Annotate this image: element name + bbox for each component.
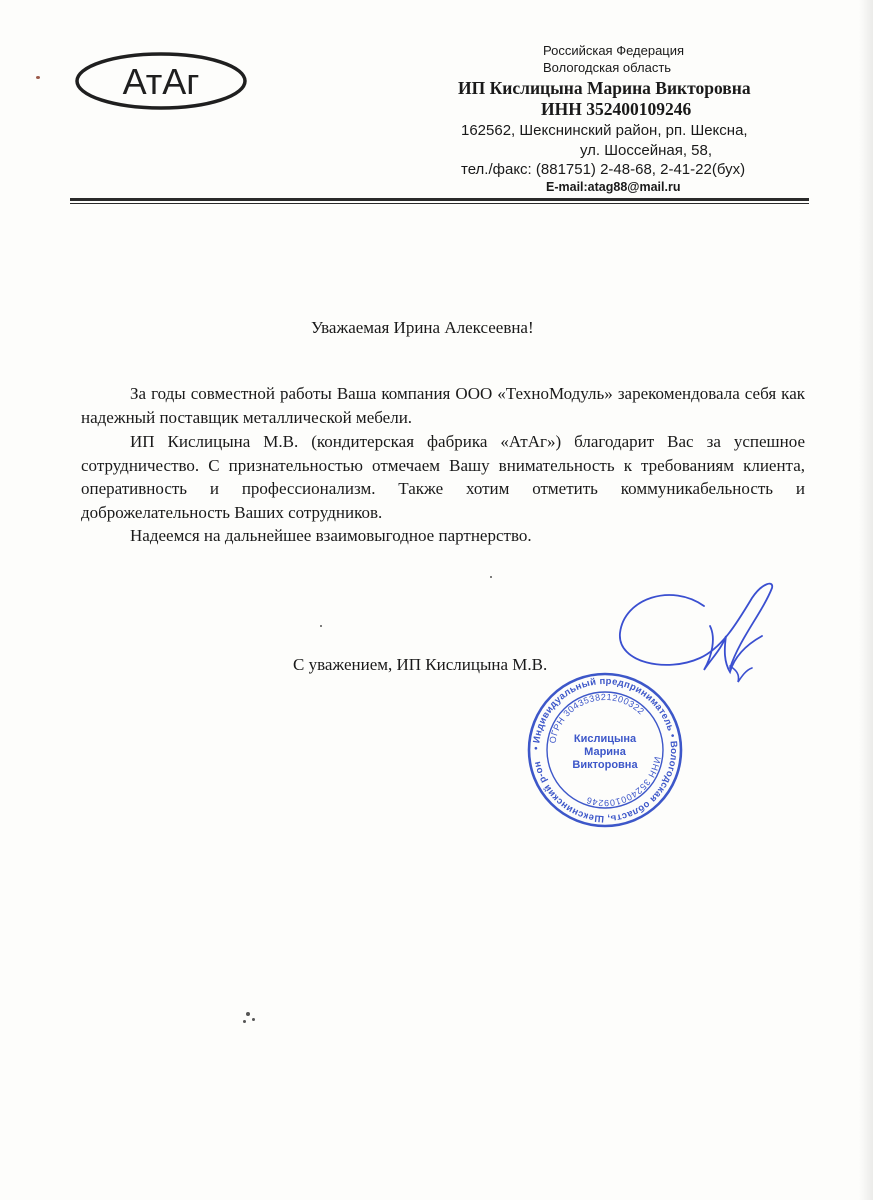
scan-speck [243,1020,246,1023]
scan-edge-shadow [859,0,873,1200]
company-stamp [525,670,685,830]
stamp-center-line1: Кислицына [573,733,637,745]
scan-speck [246,1012,250,1016]
header-phone: тел./факс: (881751) 2-48-68, 2-41-22(бух) [461,161,746,178]
letter-paragraph-1: За годы совместной работы Ваша компания ООО «ТехноМодуль» зарекомендовала себя как надежный поставщик металлической мебели. [81,384,805,427]
header-divider-thick [70,198,809,201]
header-company-name: ИП Кислицына Марина Викторовна [458,78,751,98]
letter-paragraph-2: ИП Кислицына М.В. (кондитерская фабрика «АтАг») благодарит Вас за успешное сотрудничество. С признательностью отмечаем Вашу внимательность к требованиям клиента, оперативность и профессионализм. Также хотим отметить коммуникабельность и доброжелательность Ваших сотрудников. [81,432,805,522]
scan-speck [490,576,492,578]
stamp-center-line3: Викторовна [572,759,638,771]
letter-closing: С уважением, ИП Кислицына М.В. [293,655,548,674]
stamp-outer-text: • Индивидуальный предприниматель • Вологодская область, Шекснинский р-он [530,675,680,825]
header-country: Российская Федерация [543,43,685,58]
scan-speck [320,625,322,627]
company-logo [74,51,248,111]
header-address-line1: 162562, Шекснинский район, рп. Шексна, [461,122,748,139]
letter-paragraph-3: Надеемся на дальнейшее взаимовыгодное партнерство. [130,526,532,545]
stamp-ogrn-text: ОГРН 304353821200322 [547,691,647,745]
header-divider-thin [70,203,809,204]
header-email: E-mail:atag88@mail.ru [546,180,681,194]
logo-text: АтАг [122,61,200,102]
stamp-inn-text: ИНН 352400109246 [584,755,663,809]
header-inn: ИНН 352400109246 [541,99,692,119]
scan-speck [36,76,40,79]
stamp-center-line2: Марина [584,746,626,758]
header-address-line2: ул. Шоссейная, 58, [580,142,713,159]
header-region: Вологодская область [543,60,672,75]
scan-speck [252,1018,255,1021]
letter-greeting: Уважаемая Ирина Алексеевна! [311,318,534,337]
